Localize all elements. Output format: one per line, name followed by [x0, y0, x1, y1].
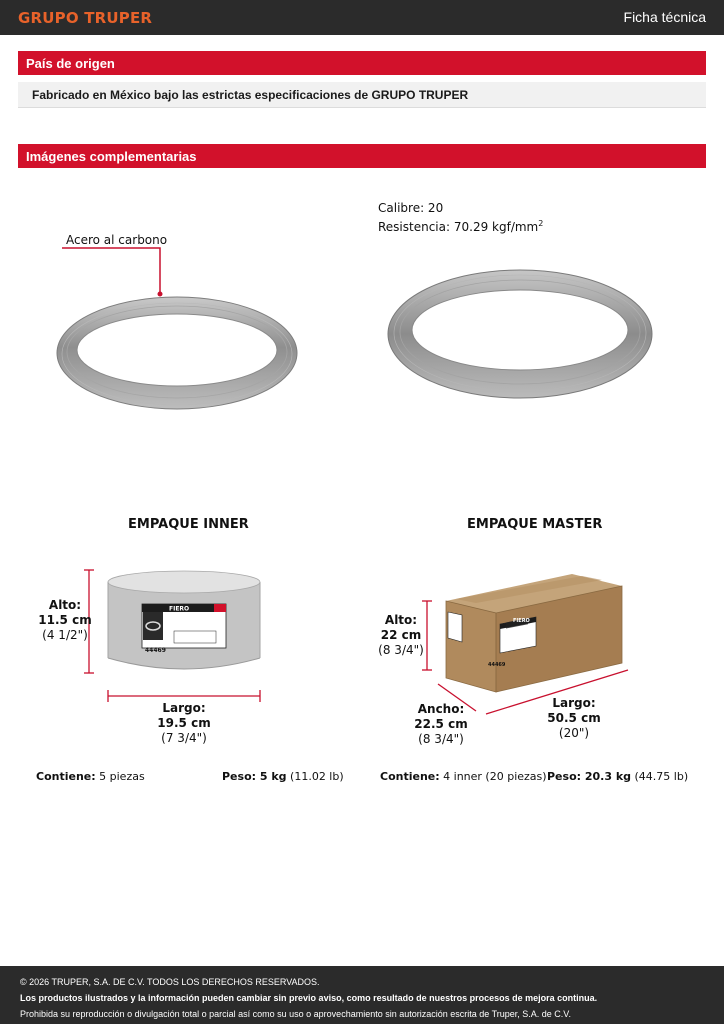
inner-package-title: EMPAQUE INNER	[128, 517, 249, 532]
master-width-dimension	[412, 702, 470, 747]
material-callout: Acero al carbono	[66, 233, 168, 247]
brand-logo: GRUPO TRUPER	[18, 9, 153, 27]
master-package-title: EMPAQUE MASTER	[467, 517, 603, 532]
master-height-in: (8 3/4")	[378, 643, 424, 657]
top-header-bar	[0, 0, 724, 35]
master-height-cm: 22 cm	[380, 628, 422, 642]
inner-contents-value: 5 piezas	[99, 770, 145, 783]
footer	[0, 966, 724, 1024]
master-width-label: Ancho:	[417, 702, 465, 716]
master-length-cm: 50.5 cm	[547, 711, 601, 725]
inner-height-dimension	[35, 598, 95, 643]
inner-length-label: Largo:	[162, 701, 206, 715]
inner-weight	[222, 770, 344, 783]
footer-copyright: © 2026 TRUPER, S.A. DE C.V. TODOS LOS DERECHOS RESERVADOS.	[20, 977, 320, 987]
wire-coil-image-right	[384, 268, 656, 403]
footer-notice: Los productos ilustrados y la información pueden cambiar sin previo aviso, como resultado de nuestros procesos de mejora continua.	[20, 993, 598, 1003]
master-length-label: Largo:	[552, 696, 596, 710]
resistance-spec	[378, 216, 543, 235]
images-section-header: Imágenes complementarias	[18, 144, 706, 168]
master-label-brand: FIERO	[513, 618, 530, 624]
inner-contents	[36, 770, 145, 783]
inner-label-brand: FIERO	[169, 605, 190, 613]
master-label-code: 44469	[488, 662, 506, 668]
inner-length-in: (7 3/4")	[161, 731, 207, 745]
inner-height-in: (4 1/2")	[42, 628, 88, 642]
inner-height-cm: 11.5 cm	[38, 613, 92, 627]
master-length-in: (20")	[558, 726, 590, 740]
master-length-dimension	[546, 696, 602, 741]
master-contents-label: Contiene:	[380, 770, 440, 783]
origin-text: Fabricado en México bajo las estrictas especificaciones de GRUPO TRUPER	[18, 82, 706, 108]
inner-weight-label: Peso: 5 kg	[222, 770, 287, 783]
inner-weight-value: (11.02 lb)	[290, 770, 344, 783]
inner-contents-label: Contiene:	[36, 770, 96, 783]
document-type: Ficha técnica	[623, 9, 706, 25]
master-width-in: (8 3/4")	[418, 732, 464, 746]
master-width-cm: 22.5 cm	[414, 717, 468, 731]
master-package-image	[416, 566, 636, 722]
resistance-value: Resistencia: 70.29 kgf/mm	[378, 220, 539, 234]
master-contents-value: 4 inner (20 piezas)	[443, 770, 547, 783]
resistance-exponent: 2	[538, 219, 544, 228]
gauge-spec: Calibre: 20	[378, 201, 444, 215]
master-weight-label: Peso: 20.3 kg	[547, 770, 632, 783]
inner-length-dimension	[144, 701, 224, 746]
master-weight	[547, 770, 688, 783]
inner-length-cm: 19.5 cm	[157, 716, 211, 730]
inner-barcode	[174, 631, 216, 643]
master-height-label: Alto:	[384, 613, 418, 627]
master-contents	[380, 770, 547, 783]
master-weight-value: (44.75 lb)	[634, 770, 689, 783]
inner-label-code: 44469	[145, 647, 166, 654]
master-height-dimension	[378, 613, 424, 658]
wire-coil-image-left	[50, 240, 310, 425]
origin-section-header: País de origen	[18, 51, 706, 75]
footer-legal: Prohibida su reproducción o divulgación total o parcial así como su uso o aprovechamiento sin autorización escrita de Truper, S.A. de C.V.	[20, 1009, 571, 1019]
inner-height-label: Alto:	[48, 598, 82, 612]
